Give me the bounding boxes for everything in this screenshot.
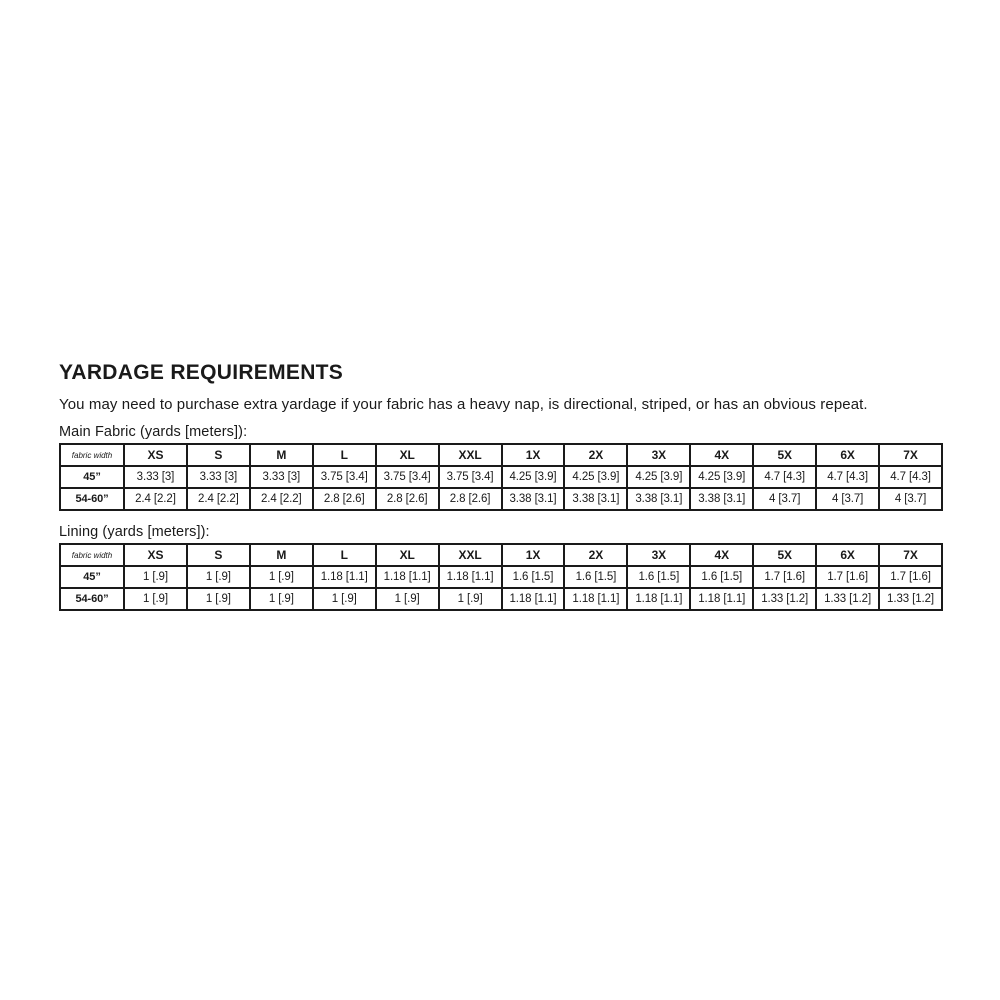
yardage-cell: 1 [.9] xyxy=(250,566,313,588)
size-header: XS xyxy=(124,444,187,466)
size-header: 7X xyxy=(879,444,942,466)
fabric-width-cell: 45” xyxy=(60,566,124,588)
fabric-width-cell: 45” xyxy=(60,466,124,488)
yardage-cell: 1 [.9] xyxy=(124,566,187,588)
yardage-cell: 3.33 [3] xyxy=(250,466,313,488)
size-header: XXL xyxy=(439,544,502,566)
yardage-cell: 4.7 [4.3] xyxy=(816,466,879,488)
size-header: 5X xyxy=(753,444,816,466)
yardage-cell: 3.38 [3.1] xyxy=(564,488,627,510)
yardage-cell: 1 [.9] xyxy=(187,588,250,610)
yardage-cell: 1.6 [1.5] xyxy=(627,566,690,588)
size-header: XL xyxy=(376,544,439,566)
size-header: M xyxy=(250,444,313,466)
size-header: 6X xyxy=(816,444,879,466)
yardage-cell: 1.18 [1.1] xyxy=(502,588,565,610)
yardage-cell: 1 [.9] xyxy=(439,588,502,610)
yardage-cell: 3.38 [3.1] xyxy=(627,488,690,510)
size-header: 4X xyxy=(690,444,753,466)
yardage-cell: 4.7 [4.3] xyxy=(879,466,942,488)
size-header: 2X xyxy=(564,444,627,466)
size-header: 2X xyxy=(564,544,627,566)
size-header: 1X xyxy=(502,544,565,566)
yardage-cell: 1 [.9] xyxy=(313,588,376,610)
size-header: XS xyxy=(124,544,187,566)
yardage-cell: 4 [3.7] xyxy=(879,488,942,510)
yardage-cell: 4.25 [3.9] xyxy=(502,466,565,488)
size-header: 4X xyxy=(690,544,753,566)
yardage-cell: 1.6 [1.5] xyxy=(502,566,565,588)
yardage-cell: 3.38 [3.1] xyxy=(690,488,753,510)
size-header: L xyxy=(313,544,376,566)
table-row xyxy=(60,466,942,488)
yardage-cell: 3.38 [3.1] xyxy=(502,488,565,510)
fabric-width-cell: 54-60” xyxy=(60,588,124,610)
size-header: XXL xyxy=(439,444,502,466)
lining-label: Lining (yards [meters]): xyxy=(59,524,210,540)
size-header: 6X xyxy=(816,544,879,566)
yardage-cell: 1.18 [1.1] xyxy=(313,566,376,588)
size-header: 3X xyxy=(627,544,690,566)
size-header: L xyxy=(313,444,376,466)
yardage-cell: 1.6 [1.5] xyxy=(564,566,627,588)
yardage-cell: 1.33 [1.2] xyxy=(879,588,942,610)
size-header: 5X xyxy=(753,544,816,566)
page-title: YARDAGE REQUIREMENTS xyxy=(59,361,344,384)
fabric-width-header: fabric width xyxy=(60,544,124,566)
yardage-cell: 4.25 [3.9] xyxy=(627,466,690,488)
yardage-cell: 1.6 [1.5] xyxy=(690,566,753,588)
yardage-cell: 1 [.9] xyxy=(187,566,250,588)
size-header: 7X xyxy=(879,544,942,566)
yardage-cell: 4 [3.7] xyxy=(753,488,816,510)
table-row xyxy=(60,566,942,588)
table-header-row xyxy=(60,444,942,466)
size-header: 3X xyxy=(627,444,690,466)
yardage-cell: 1.33 [1.2] xyxy=(753,588,816,610)
yardage-cell: 1.18 [1.1] xyxy=(627,588,690,610)
yardage-cell: 2.4 [2.2] xyxy=(187,488,250,510)
table-header-row xyxy=(60,544,942,566)
yardage-cell: 4.25 [3.9] xyxy=(690,466,753,488)
yardage-section xyxy=(59,360,943,611)
lining-table xyxy=(59,543,943,611)
yardage-cell: 2.8 [2.6] xyxy=(313,488,376,510)
yardage-cell: 3.33 [3] xyxy=(124,466,187,488)
size-header: S xyxy=(187,544,250,566)
yardage-cell: 3.75 [3.4] xyxy=(313,466,376,488)
main-fabric-label: Main Fabric (yards [meters]): xyxy=(59,424,248,440)
yardage-cell: 2.8 [2.6] xyxy=(376,488,439,510)
yardage-cell: 2.4 [2.2] xyxy=(124,488,187,510)
yardage-cell: 1.7 [1.6] xyxy=(879,566,942,588)
size-header: M xyxy=(250,544,313,566)
yardage-cell: 1.7 [1.6] xyxy=(816,566,879,588)
yardage-cell: 1.18 [1.1] xyxy=(690,588,753,610)
size-header: XL xyxy=(376,444,439,466)
yardage-cell: 1.18 [1.1] xyxy=(439,566,502,588)
yardage-cell: 1.18 [1.1] xyxy=(376,566,439,588)
fabric-width-header: fabric width xyxy=(60,444,124,466)
table-row xyxy=(60,588,942,610)
yardage-cell: 4.7 [4.3] xyxy=(753,466,816,488)
yardage-cell: 3.75 [3.4] xyxy=(439,466,502,488)
intro-text: You may need to purchase extra yardage if your fabric has a heavy nap, is directional, striped, or has an obvious repeat. xyxy=(59,396,868,413)
main-fabric-table xyxy=(59,443,943,511)
fabric-width-cell: 54-60” xyxy=(60,488,124,510)
yardage-cell: 3.33 [3] xyxy=(187,466,250,488)
yardage-cell: 1 [.9] xyxy=(124,588,187,610)
size-header: S xyxy=(187,444,250,466)
yardage-cell: 1.18 [1.1] xyxy=(564,588,627,610)
size-header: 1X xyxy=(502,444,565,466)
yardage-cell: 1 [.9] xyxy=(250,588,313,610)
yardage-cell: 4 [3.7] xyxy=(816,488,879,510)
yardage-cell: 1 [.9] xyxy=(376,588,439,610)
yardage-cell: 2.8 [2.6] xyxy=(439,488,502,510)
yardage-cell: 3.75 [3.4] xyxy=(376,466,439,488)
yardage-cell: 1.33 [1.2] xyxy=(816,588,879,610)
yardage-cell: 2.4 [2.2] xyxy=(250,488,313,510)
yardage-cell: 1.7 [1.6] xyxy=(753,566,816,588)
yardage-cell: 4.25 [3.9] xyxy=(564,466,627,488)
table-row xyxy=(60,488,942,510)
